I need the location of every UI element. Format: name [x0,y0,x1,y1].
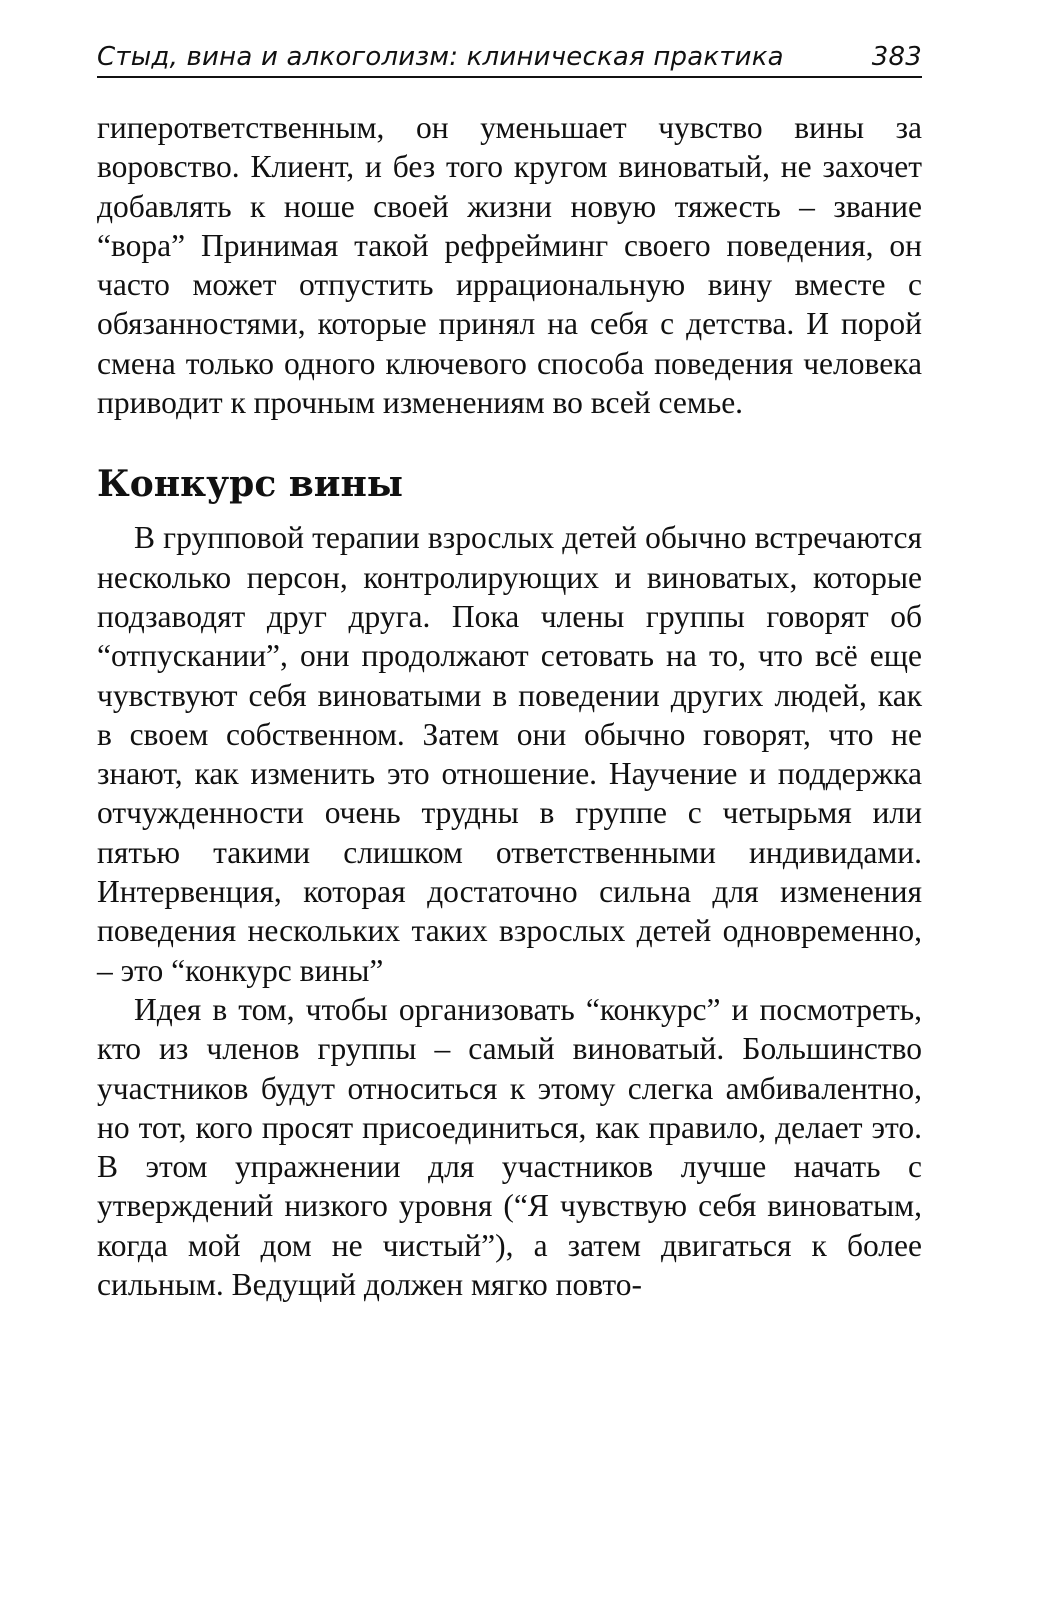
running-title: Стыд, вина и алкоголизм: клиническая практика [97,42,784,72]
book-page [97,40,922,1304]
section-paragraph-2: Идея в том, чтобы организовать “конкурс” и посмотреть, кто из членов группы – самый виноватый. Большинство участников будут относиться к этому слегка амбивалентно, но тот, кого просят присоединиться, как правило, делает это. В этом упражнении для участников лучше начать с утверждений низкого уровня (“Я чувствую себя виноватым, когда мой дом не чистый”), а затем двигаться к более сильным. Ведущий должен мягко повто- [97,991,922,1303]
page-number: 383 [871,42,922,72]
running-header [97,40,922,78]
continuation-paragraph: гиперответственным, он уменьшает чувство вины за воровство. Клиент, и без того кругом виноватый, не захочет добавлять к ноше своей жизни новую тяжесть – звание “вора” Принимая такой рефрейминг своего поведения, он часто может отпустить иррациональную вину вместе с обязанностями, которые принял на себя с детства. И порой смена только одного ключевого способа поведения человека приводит к прочным изменениям во всей семье. [97,110,922,421]
section-heading: Конкурс вины [97,463,403,506]
section-paragraph-1: В групповой терапии взрослых детей обычно встречаются несколько персон, контролирующих и виноватых, которые подзаводят друг друга. Пока члены группы говорят об “отпускании”, они продолжают сетовать на то, что всё еще чувствуют себя виноватыми в поведении других людей, как в своем собственном. Затем они обычно говорят, что не знают, как изменить это отношение. Научение и поддержка отчужденности очень трудны в группе с четырьмя или пятью такими слишком ответственными индивидами. Интервенция, которая достаточно сильна для изменения поведения нескольких таких взрослых детей одновременно, – это “конкурс вины” [97,520,922,988]
